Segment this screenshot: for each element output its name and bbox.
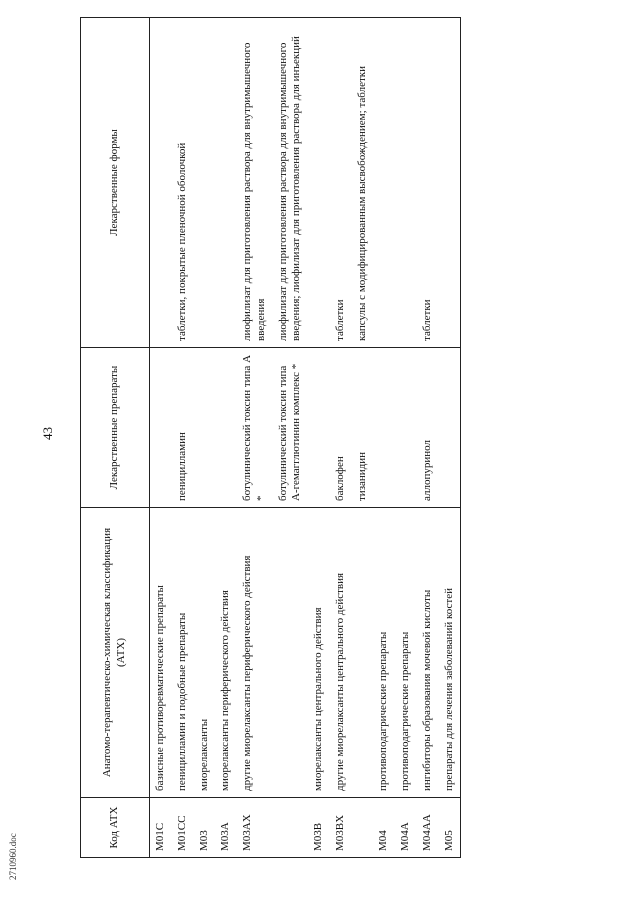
cell-dosage-form: капсулы с модифицированным высвобождением; таблетки (352, 18, 374, 348)
cell-dosage-form (439, 18, 461, 348)
cell-atc-classification: базисные противоревматические препараты (150, 508, 172, 798)
cell-atc-code: M04AA (417, 798, 439, 858)
table-row (395, 18, 417, 858)
cell-drug: баклофен (330, 348, 352, 508)
cell-drug (373, 348, 395, 508)
cell-atc-code: M03A (215, 798, 237, 858)
table-row (237, 18, 273, 858)
cell-atc-classification: ингибиторы образования мочевой кислоты (417, 508, 439, 798)
cell-dosage-form (308, 18, 330, 348)
cell-dosage-form (215, 18, 237, 348)
cell-atc-code (352, 798, 374, 858)
table-row (215, 18, 237, 858)
cell-atc-code: M03 (194, 798, 216, 858)
cell-drug (150, 348, 172, 508)
table-row (150, 18, 172, 858)
header-drugs: Лекарственные препараты (81, 348, 150, 508)
table-row (273, 18, 309, 858)
cell-atc-classification: противоподагрические препараты (373, 508, 395, 798)
cell-atc-classification: препараты для лечения заболеваний костей (439, 508, 461, 798)
cell-drug (308, 348, 330, 508)
cell-atc-classification (273, 508, 309, 798)
cell-drug (194, 348, 216, 508)
cell-atc-code: M01C (150, 798, 172, 858)
cell-dosage-form: таблетки (330, 18, 352, 348)
cell-dosage-form (150, 18, 172, 348)
table-row (308, 18, 330, 858)
cell-dosage-form (373, 18, 395, 348)
cell-atc-classification: пеницилламин и подобные препараты (172, 508, 194, 798)
cell-atc-classification (352, 508, 374, 798)
rotated-table-container (80, 18, 590, 858)
cell-drug: аллопуринол (417, 348, 439, 508)
cell-dosage-form: таблетки, покрытые пленочной оболочкой (172, 18, 194, 348)
cell-dosage-form (194, 18, 216, 348)
cell-drug: пеницилламин (172, 348, 194, 508)
table-header-row (81, 18, 150, 858)
cell-atc-classification: другие миорелаксанты периферического действия (237, 508, 273, 798)
cell-atc-code: M03BX (330, 798, 352, 858)
footer-document-code: 2710960.doc (8, 833, 18, 880)
cell-atc-code (273, 798, 309, 858)
cell-atc-code: M04 (373, 798, 395, 858)
table-row (194, 18, 216, 858)
cell-dosage-form (395, 18, 417, 348)
cell-atc-classification: миорелаксанты (194, 508, 216, 798)
table-row (352, 18, 374, 858)
table-row (439, 18, 461, 858)
page-number: 43 (40, 427, 55, 440)
cell-drug (439, 348, 461, 508)
cell-drug: тизанидин (352, 348, 374, 508)
table-row (373, 18, 395, 858)
cell-atc-classification: миорелаксанты периферического действия (215, 508, 237, 798)
cell-atc-classification: противоподагрические препараты (395, 508, 417, 798)
cell-atc-classification: миорелаксанты центрального действия (308, 508, 330, 798)
table-row (172, 18, 194, 858)
table-row (417, 18, 439, 858)
cell-drug (215, 348, 237, 508)
cell-dosage-form: таблетки (417, 18, 439, 348)
cell-atc-classification: другие миорелаксанты центрального действия (330, 508, 352, 798)
table-body (150, 18, 461, 858)
cell-dosage-form: лиофилизат для приготовления раствора для внутримышечного введения; лиофилизат для приготовления раствора для инъекций (273, 18, 309, 348)
table-row (330, 18, 352, 858)
header-atc-code: Код АТХ (81, 798, 150, 858)
header-atc-classification: Анатомо-терапевтическо-химическая классификация (АТХ) (81, 508, 150, 798)
cell-drug: ботулинический токсин типа А * (237, 348, 273, 508)
cell-atc-code: M01CC (172, 798, 194, 858)
cell-drug (395, 348, 417, 508)
cell-atc-code: M05 (439, 798, 461, 858)
cell-atc-code: M03B (308, 798, 330, 858)
cell-atc-code: M04A (395, 798, 417, 858)
cell-dosage-form: лиофилизат для приготовления раствора для внутримышечного введения (237, 18, 273, 348)
header-dosage-forms: Лекарственные формы (81, 18, 150, 348)
cell-drug: ботулинический токсин типа А-гемагглютинин комплекс * (273, 348, 309, 508)
atc-drug-table (80, 17, 461, 858)
cell-atc-code: M03AX (237, 798, 273, 858)
